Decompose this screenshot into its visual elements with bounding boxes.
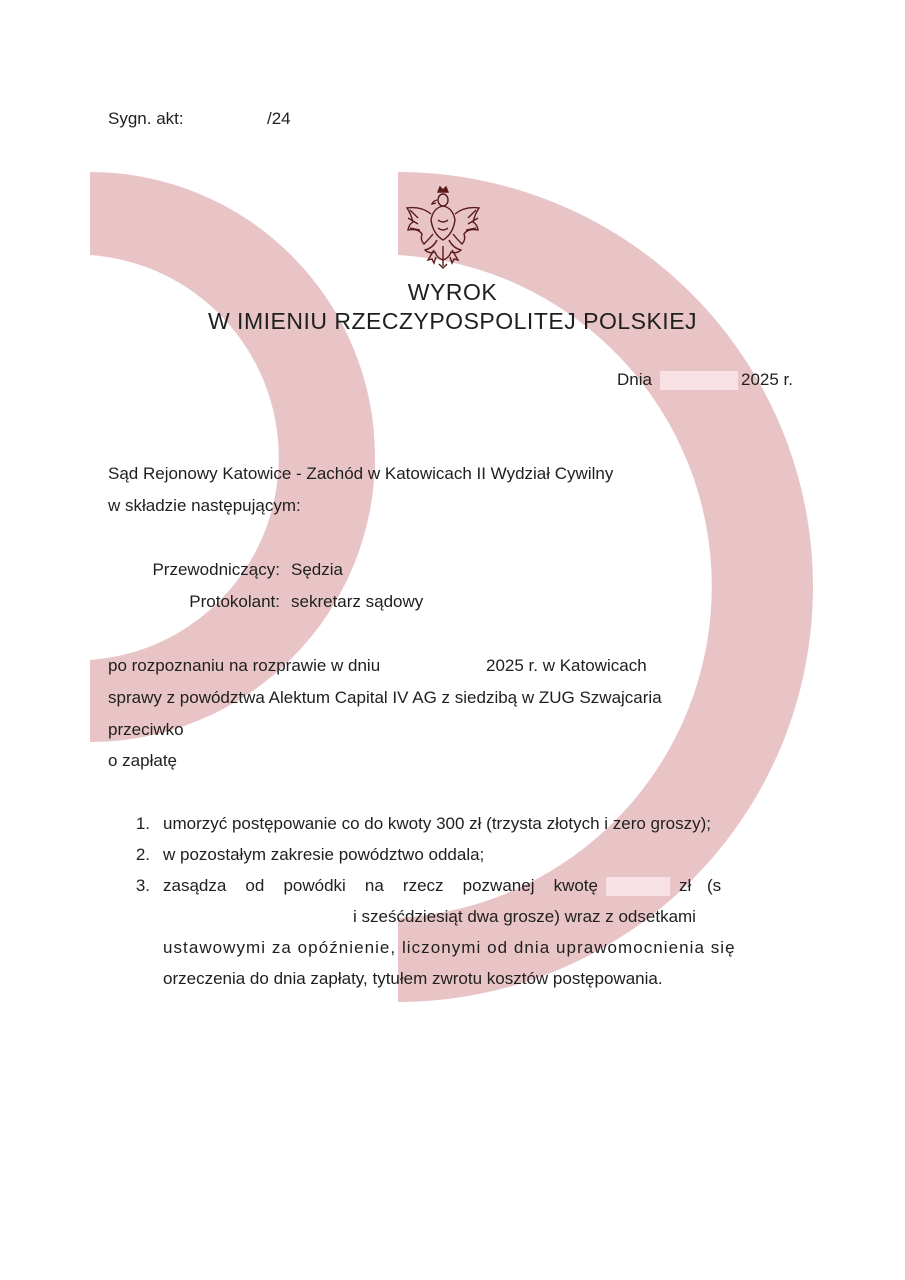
hearing-line-prefix: po rozpoznaniu na rozprawie w dniu: [108, 656, 381, 675]
court-name: Sąd Rejonowy Katowice - Zachód w Katowicach II Wydział Cywilny: [108, 464, 614, 483]
ruling-3-word: od: [245, 876, 265, 895]
ruling-text-2: w pozostałym zakresie powództwo oddala;: [163, 845, 485, 864]
ruling-3-word: pozwanej: [462, 876, 535, 895]
ruling-3-line-1-words: [163, 876, 598, 896]
ruling-3-word: zasądza: [163, 876, 227, 895]
subject-line: o zapłatę: [108, 751, 177, 770]
judgment-title: WYROK: [407, 279, 498, 305]
ruling-number-1: 1.: [135, 814, 150, 833]
chair-label: Przewodniczący:: [152, 560, 280, 579]
case-signature-number: /24: [267, 109, 291, 128]
judgment-subtitle: W IMIENIU RZECZYPOSPOLITEJ POLSKIEJ: [207, 308, 698, 334]
ruling-3-word: na: [364, 876, 384, 895]
ruling-3-currency: zł: [679, 876, 692, 895]
case-signature: [108, 109, 184, 129]
ruling-3-tail: (s: [707, 876, 722, 895]
ruling-3-word: powódki: [283, 876, 346, 895]
ruling-3-word: kwotę: [553, 876, 598, 895]
ruling-3-line-3: ustawowymi za opóźnienie, liczonymi od dnia uprawomocnienia się: [163, 938, 736, 957]
ruling-3-word: rzecz: [402, 876, 444, 895]
redaction-date: [660, 371, 738, 390]
court-composition-intro: w składzie następującym:: [108, 496, 301, 515]
hearing-line-suffix: 2025 r. w Katowicach: [486, 656, 647, 675]
clerk-value: sekretarz sądowy: [291, 592, 424, 611]
case-signature-label: Sygn. akt:: [108, 109, 184, 128]
clerk-label: Protokolant:: [189, 592, 280, 611]
plaintiff-line: sprawy z powództwa Alektum Capital IV AG z siedzibą w ZUG Szwajcaria: [108, 688, 662, 707]
ruling-number-3: 3.: [135, 876, 150, 895]
ruling-number-2: 2.: [135, 845, 150, 864]
defendant-line: przeciwko: [108, 720, 184, 739]
date-suffix: 2025 r.: [741, 370, 793, 389]
ruling-3-line-2: i sześćdziesiąt dwa grosze) wraz z odsetkami: [353, 907, 696, 926]
ruling-text-1: umorzyć postępowanie co do kwoty 300 zł (trzysta złotych i zero groszy);: [163, 814, 711, 833]
redaction-amount: [606, 877, 670, 896]
polish-eagle-icon: [404, 184, 482, 270]
chair-value: Sędzia: [291, 560, 343, 579]
ruling-3-line-4: orzeczenia do dnia zapłaty, tytułem zwrotu kosztów postępowania.: [163, 969, 663, 988]
date-prefix: Dnia: [617, 370, 652, 389]
